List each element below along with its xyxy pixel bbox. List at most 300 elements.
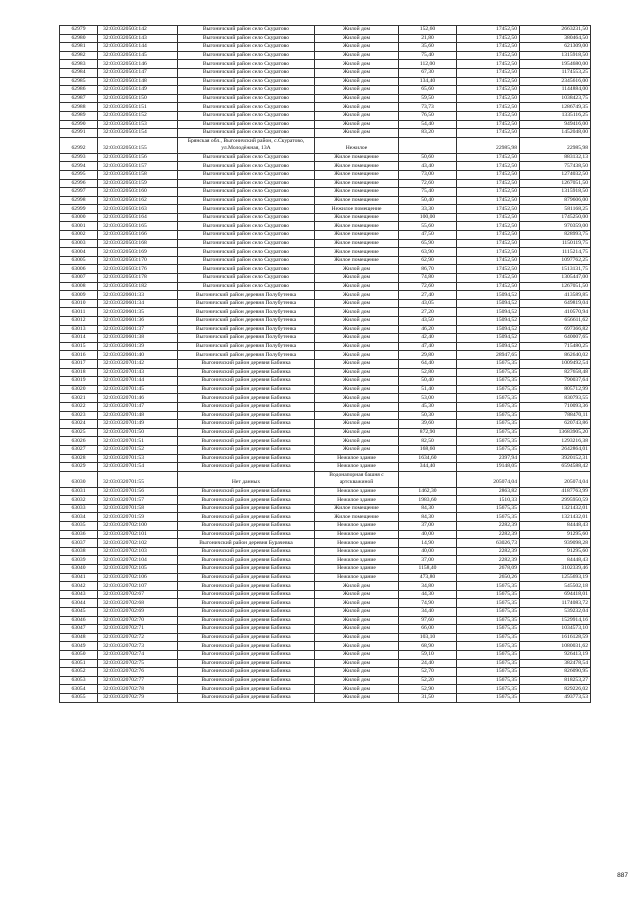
- row-number-cell: 62981: [60, 43, 98, 52]
- cadastral-value-cell: 1305447,00: [520, 274, 591, 283]
- row-number-cell: 62991: [60, 129, 98, 138]
- table-row: [60, 317, 591, 326]
- cadastral-value-cell: 818253,27: [520, 676, 591, 685]
- address-cell: Выгоничский район село Скуратово: [178, 196, 315, 205]
- address-cell: Выгоничский район деревня Полубутенка: [178, 291, 315, 300]
- area-cell: 168,60: [399, 445, 457, 454]
- specific-value-cell: 17452,50: [457, 162, 520, 171]
- object-type-cell: Жилой дом: [315, 265, 399, 274]
- specific-value-cell: 15675,35: [457, 668, 520, 677]
- cadastral-value-cell: 1529914,16: [520, 616, 591, 625]
- area-cell: 43,40: [399, 162, 457, 171]
- row-number-cell: 62995: [60, 170, 98, 179]
- address-cell: Выгоничский район деревня Бабинка: [178, 676, 315, 685]
- area-cell: 72,60: [399, 179, 457, 188]
- table-row: [60, 659, 591, 668]
- cadastral-value-cell: 581168,25: [520, 205, 591, 214]
- address-cell: Выгоничский район деревня Полубутенка: [178, 299, 315, 308]
- cadastral-value-cell: 413589,85: [520, 291, 591, 300]
- cadastral-number-cell: 32:03:0320503:162: [98, 196, 178, 205]
- address-cell: Выгоничский район деревня Бабинка: [178, 504, 315, 513]
- area-cell: 97,60: [399, 616, 457, 625]
- cadastral-number-cell: 32:03:0320503:163: [98, 205, 178, 214]
- address-cell: Выгоничский район деревня Бабинка: [178, 377, 315, 386]
- row-number-cell: 63027: [60, 445, 98, 454]
- cadastral-value-cell: 715480,25: [520, 342, 591, 351]
- row-number-cell: 63021: [60, 394, 98, 403]
- cadastral-number-cell: 32:03:0320702:75: [98, 659, 178, 668]
- specific-value-cell: 15675,35: [457, 394, 520, 403]
- cadastral-number-cell: 32:03:0320702:76: [98, 668, 178, 677]
- object-type-cell: Жилой дом: [315, 342, 399, 351]
- cadastral-value-cell: 829226,02: [520, 685, 591, 694]
- address-cell: Выгоничский район деревня Полубутенка: [178, 325, 315, 334]
- cadastral-number-cell: 32:03:0320701:55: [98, 471, 178, 487]
- area-cell: 1462,30: [399, 487, 457, 496]
- address-cell: Выгоничский район село Скуратово: [178, 111, 315, 120]
- area-cell: 42,40: [399, 334, 457, 343]
- specific-value-cell: 15675,35: [457, 377, 520, 386]
- cadastral-value-cell: 883132,13: [520, 153, 591, 162]
- cadastral-value-cell: 1335116,25: [520, 111, 591, 120]
- row-number-cell: 63043: [60, 590, 98, 599]
- object-type-cell: Жилой дом: [315, 437, 399, 446]
- area-cell: 112,00: [399, 60, 457, 69]
- specific-value-cell: 17452,50: [457, 34, 520, 43]
- row-number-cell: 62984: [60, 68, 98, 77]
- area-cell: 34,40: [399, 608, 457, 617]
- area-cell: 27,20: [399, 308, 457, 317]
- object-type-cell: Жилой дом: [315, 659, 399, 668]
- specific-value-cell: 63026,73: [457, 539, 520, 548]
- object-type-cell: Жилое помещение: [315, 231, 399, 240]
- cadastral-value-cell: 621309,00: [520, 43, 591, 52]
- address-cell: Выгоничский район деревня Полубутенка: [178, 317, 315, 326]
- cadastral-value-cell: 2663231,50: [520, 26, 591, 35]
- cadastral-value-cell: 1255693,19: [520, 573, 591, 582]
- object-type-cell: Водонапорная башня с артскважиной: [315, 471, 399, 487]
- table-row: [60, 26, 591, 35]
- specific-value-cell: 15094,52: [457, 299, 520, 308]
- address-cell: Выгоничский район село Скуратово: [178, 68, 315, 77]
- area-cell: 84,30: [399, 513, 457, 522]
- cadastral-number-cell: 32:03:0320702:70: [98, 616, 178, 625]
- object-type-cell: Нежилое здание: [315, 530, 399, 539]
- area-cell: 52,70: [399, 668, 457, 677]
- cadastral-number-cell: 32:03:0320702:71: [98, 625, 178, 634]
- table-row: [60, 530, 591, 539]
- area-cell: 21,80: [399, 34, 457, 43]
- area-cell: 72,60: [399, 282, 457, 291]
- object-type-cell: Нежилое здание: [315, 565, 399, 574]
- table-row: [60, 153, 591, 162]
- cadastral-value-cell: 84448,43: [520, 522, 591, 531]
- address-cell: Выгоничский район деревня Бабинка: [178, 463, 315, 472]
- cadastral-number-cell: 32:03:0320503:147: [98, 68, 178, 77]
- row-number-cell: 63019: [60, 377, 98, 386]
- cadastral-value-cell: 1452048,00: [520, 129, 591, 138]
- area-cell: 86,70: [399, 265, 457, 274]
- row-number-cell: 63013: [60, 325, 98, 334]
- specific-value-cell: 15094,52: [457, 342, 520, 351]
- specific-value-cell: 2282,39: [457, 522, 520, 531]
- specific-value-cell: 15675,35: [457, 385, 520, 394]
- row-number-cell: 63024: [60, 420, 98, 429]
- row-number-cell: 62989: [60, 111, 98, 120]
- address-cell: Выгоничский район деревня Бабинка: [178, 659, 315, 668]
- cadastral-value-cell: 970359,00: [520, 222, 591, 231]
- specific-value-cell: 17452,50: [457, 265, 520, 274]
- cadastral-number-cell: 32:03:0320503:158: [98, 170, 178, 179]
- specific-value-cell: 15094,52: [457, 325, 520, 334]
- cadastral-value-cell: 84448,43: [520, 556, 591, 565]
- object-type-cell: Жилое помещение: [315, 188, 399, 197]
- row-number-cell: 63002: [60, 231, 98, 240]
- area-cell: 46,20: [399, 325, 457, 334]
- cadastral-value-cell: 640007,65: [520, 334, 591, 343]
- address-cell: Выгоничский район село Скуратово: [178, 239, 315, 248]
- row-number-cell: 63006: [60, 265, 98, 274]
- address-cell: Выгоничский район деревня Бурачевка: [178, 539, 315, 548]
- table-row: [60, 437, 591, 446]
- specific-value-cell: 2282,39: [457, 530, 520, 539]
- area-cell: 31,50: [399, 693, 457, 702]
- object-type-cell: Жилой дом: [315, 368, 399, 377]
- area-cell: 53,00: [399, 394, 457, 403]
- address-cell: Выгоничский район деревня Бабинка: [178, 693, 315, 702]
- table-row: [60, 137, 591, 153]
- area-cell: 37,00: [399, 556, 457, 565]
- cadastral-number-cell: 32:03:0320503:142: [98, 26, 178, 35]
- cadastral-value-cell: 1115214,75: [520, 248, 591, 257]
- object-type-cell: Жилой дом: [315, 43, 399, 52]
- area-cell: 27,40: [399, 291, 457, 300]
- address-cell: Выгоничский район деревня Бабинка: [178, 359, 315, 368]
- specific-value-cell: 15675,35: [457, 445, 520, 454]
- cadastral-value-cell: 757438,50: [520, 162, 591, 171]
- area-cell: 44,30: [399, 590, 457, 599]
- table-row: [60, 34, 591, 43]
- cadastral-value-cell: 828993,75: [520, 231, 591, 240]
- object-type-cell: Жилой дом: [315, 590, 399, 599]
- specific-value-cell: 17452,50: [457, 120, 520, 129]
- area-cell: 74,80: [399, 274, 457, 283]
- address-cell: Выгоничский район деревня Бабинка: [178, 582, 315, 591]
- cadastral-number-cell: 32:03:0320701:47: [98, 402, 178, 411]
- row-number-cell: 63031: [60, 487, 98, 496]
- row-number-cell: 63042: [60, 582, 98, 591]
- cadastral-number-cell: 32:03:0320503:150: [98, 94, 178, 103]
- cadastral-number-cell: 32:03:0320503:157: [98, 162, 178, 171]
- cadastral-number-cell: 32:03:0320702:106: [98, 573, 178, 582]
- specific-value-cell: 15094,52: [457, 291, 520, 300]
- table-row: [60, 556, 591, 565]
- specific-value-cell: 17452,50: [457, 256, 520, 265]
- table-row: [60, 693, 591, 702]
- cadastral-value-cell: 1293216,38: [520, 437, 591, 446]
- table-row: [60, 428, 591, 437]
- area-cell: 75,40: [399, 51, 457, 60]
- object-type-cell: Нежилое здание: [315, 454, 399, 463]
- object-type-cell: Жилой дом: [315, 616, 399, 625]
- specific-value-cell: 17452,50: [457, 129, 520, 138]
- table-row: [60, 248, 591, 257]
- object-type-cell: Жилой дом: [315, 668, 399, 677]
- row-number-cell: 63022: [60, 402, 98, 411]
- row-number-cell: 63040: [60, 565, 98, 574]
- table-row: [60, 463, 591, 472]
- area-cell: 65,60: [399, 86, 457, 95]
- address-cell: Выгоничский район деревня Бабинка: [178, 368, 315, 377]
- specific-value-cell: 15675,35: [457, 650, 520, 659]
- cadastral-number-cell: 32:03:0320702:77: [98, 676, 178, 685]
- table-row: [60, 231, 591, 240]
- object-type-cell: Жилой дом: [315, 428, 399, 437]
- row-number-cell: 63039: [60, 556, 98, 565]
- table-row: [60, 385, 591, 394]
- cadastral-value-cell: 830793,55: [520, 394, 591, 403]
- cadastral-number-cell: 32:03:0320702:105: [98, 565, 178, 574]
- cadastral-number-cell: 32:03:0320503:153: [98, 120, 178, 129]
- cadastral-value-cell: 205074,04: [520, 471, 591, 487]
- specific-value-cell: 17452,50: [457, 60, 520, 69]
- object-type-cell: Жилой дом: [315, 582, 399, 591]
- cadastral-number-cell: 32:03:0320702:74: [98, 650, 178, 659]
- table-row: [60, 170, 591, 179]
- cadastral-value-cell: 620743,86: [520, 420, 591, 429]
- specific-value-cell: 17452,50: [457, 77, 520, 86]
- area-cell: 74,90: [399, 599, 457, 608]
- specific-value-cell: 17452,50: [457, 43, 520, 52]
- table-row: [60, 539, 591, 548]
- row-number-cell: 62988: [60, 103, 98, 112]
- cadastral-number-cell: 32:03:0320701:58: [98, 504, 178, 513]
- cadastral-number-cell: 32:03:0320601:33: [98, 291, 178, 300]
- object-type-cell: Жилой дом: [315, 351, 399, 360]
- address-cell: Выгоничский район село Скуратово: [178, 274, 315, 283]
- specific-value-cell: 17452,50: [457, 170, 520, 179]
- table-row: [60, 334, 591, 343]
- area-cell: 872,90: [399, 428, 457, 437]
- row-number-cell: 63033: [60, 504, 98, 513]
- specific-value-cell: 15675,35: [457, 437, 520, 446]
- specific-value-cell: 17452,50: [457, 26, 520, 35]
- specific-value-cell: 15675,35: [457, 633, 520, 642]
- cadastral-number-cell: 32:03:0320503:151: [98, 103, 178, 112]
- row-number-cell: 63010: [60, 299, 98, 308]
- row-number-cell: 63004: [60, 248, 98, 257]
- cadastral-number-cell: 32:03:0320702:78: [98, 685, 178, 694]
- specific-value-cell: 2282,39: [457, 547, 520, 556]
- row-number-cell: 63034: [60, 513, 98, 522]
- specific-value-cell: 17452,50: [457, 231, 520, 240]
- row-number-cell: 63048: [60, 633, 98, 642]
- cadastral-value-cell: 3102339,46: [520, 565, 591, 574]
- cadastral-number-cell: 32:03:0320601:40: [98, 351, 178, 360]
- address-cell: Выгоничский район село Скуратово: [178, 103, 315, 112]
- address-cell: Выгоничский район деревня Бабинка: [178, 599, 315, 608]
- row-number-cell: 62998: [60, 196, 98, 205]
- page-number: 887: [617, 872, 628, 879]
- row-number-cell: 62983: [60, 60, 98, 69]
- row-number-cell: 63054: [60, 685, 98, 694]
- table-row: [60, 487, 591, 496]
- cadastral-value-cell: 1034573,10: [520, 625, 591, 634]
- cadastral-value-cell: 790037,64: [520, 377, 591, 386]
- cadastral-value-cell: 410570,94: [520, 308, 591, 317]
- cadastral-value-cell: 697366,82: [520, 325, 591, 334]
- object-type-cell: Нежилое здание: [315, 556, 399, 565]
- address-cell: Выгоничский район деревня Бабинка: [178, 685, 315, 694]
- object-type-cell: Жилой дом: [315, 625, 399, 634]
- object-type-cell: Жилое помещение: [315, 213, 399, 222]
- object-type-cell: Жилое помещение: [315, 504, 399, 513]
- cadastral-number-cell: 32:03:0320701:52: [98, 445, 178, 454]
- specific-value-cell: 15094,52: [457, 317, 520, 326]
- cadastral-value-cell: 1267051,50: [520, 282, 591, 291]
- cadastral-value-cell: 493773,53: [520, 693, 591, 702]
- object-type-cell: Жилое помещение: [315, 170, 399, 179]
- cadastral-number-cell: 32:03:0320701:42: [98, 359, 178, 368]
- address-cell: Выгоничский район село Скуратово: [178, 120, 315, 129]
- address-cell: Выгоничский район деревня Бабинка: [178, 496, 315, 505]
- cadastral-value-cell: 1513131,75: [520, 265, 591, 274]
- address-cell: Выгоничский район село Скуратово: [178, 188, 315, 197]
- address-cell: Выгоничский район село Скуратово: [178, 77, 315, 86]
- address-cell: Выгоничский район село Скуратово: [178, 213, 315, 222]
- cadastral-number-cell: 32:03:0320503:160: [98, 188, 178, 197]
- address-cell: Выгоничский район деревня Бабинка: [178, 590, 315, 599]
- object-type-cell: Жилой дом: [315, 394, 399, 403]
- row-number-cell: 63049: [60, 642, 98, 651]
- cadastral-number-cell: 32:03:0320601:39: [98, 342, 178, 351]
- object-type-cell: Жилой дом: [315, 68, 399, 77]
- cadastral-value-cell: 1097762,25: [520, 256, 591, 265]
- table-row: [60, 616, 591, 625]
- object-type-cell: Жилой дом: [315, 411, 399, 420]
- cadastral-number-cell: 32:03:0320601:35: [98, 308, 178, 317]
- object-type-cell: Жилой дом: [315, 599, 399, 608]
- address-cell: Выгоничский район деревня Бабинка: [178, 411, 315, 420]
- specific-value-cell: 17452,50: [457, 282, 520, 291]
- address-cell: Выгоничский район село Скуратово: [178, 26, 315, 35]
- address-cell: Выгоничский район деревня Бабинка: [178, 650, 315, 659]
- cadastral-value-cell: 545502,18: [520, 582, 591, 591]
- area-cell: 83,20: [399, 129, 457, 138]
- address-cell: Выгоничский район деревня Бабинка: [178, 428, 315, 437]
- specific-value-cell: 15675,35: [457, 599, 520, 608]
- cadastral-value-cell: 1321432,01: [520, 504, 591, 513]
- object-type-cell: Жилой дом: [315, 60, 399, 69]
- cadastral-number-cell: 32:03:0320503:146: [98, 60, 178, 69]
- cadastral-value-cell: 879606,00: [520, 196, 591, 205]
- specific-value-cell: 15675,35: [457, 359, 520, 368]
- cadastral-value-cell: 862640,02: [520, 351, 591, 360]
- row-number-cell: 63051: [60, 659, 98, 668]
- row-number-cell: 63000: [60, 213, 98, 222]
- row-number-cell: 63044: [60, 599, 98, 608]
- specific-value-cell: 17452,50: [457, 153, 520, 162]
- row-number-cell: 63008: [60, 282, 98, 291]
- table-row: [60, 291, 591, 300]
- object-type-cell: Жилой дом: [315, 377, 399, 386]
- table-row: [60, 685, 591, 694]
- object-type-cell: Жилой дом: [315, 402, 399, 411]
- specific-value-cell: 15675,35: [457, 685, 520, 694]
- row-number-cell: 62990: [60, 120, 98, 129]
- object-type-cell: Жилой дом: [315, 34, 399, 43]
- area-cell: 50,40: [399, 377, 457, 386]
- object-type-cell: Нежилое здание: [315, 573, 399, 582]
- table-row: [60, 188, 591, 197]
- cadastral-number-cell: 32:03:0320702:103: [98, 547, 178, 556]
- cadastral-value-cell: 539232,04: [520, 608, 591, 617]
- table-row: [60, 282, 591, 291]
- area-cell: 152,60: [399, 26, 457, 35]
- area-cell: 64,40: [399, 359, 457, 368]
- table-row: [60, 590, 591, 599]
- area-cell: 66,00: [399, 625, 457, 634]
- table-row: [60, 454, 591, 463]
- cadastral-value-cell: 2995950,59: [520, 496, 591, 505]
- address-cell: Выгоничский район деревня Бабинка: [178, 437, 315, 446]
- area-cell: 43,50: [399, 317, 457, 326]
- area-cell: 40,00: [399, 530, 457, 539]
- cadastral-number-cell: 32:03:0320701:45: [98, 385, 178, 394]
- cadastral-number-cell: 32:03:0320701:49: [98, 420, 178, 429]
- cadastral-value-cell: 1174083,72: [520, 599, 591, 608]
- table-row: [60, 471, 591, 487]
- object-type-cell: Нежилое здание: [315, 496, 399, 505]
- cadastral-value-cell: 949416,00: [520, 120, 591, 129]
- object-type-cell: Жилой дом: [315, 120, 399, 129]
- table-row: [60, 625, 591, 634]
- area-cell: 43,05: [399, 299, 457, 308]
- object-type-cell: Жилой дом: [315, 685, 399, 694]
- cadastral-number-cell: 32:03:0320601:34: [98, 299, 178, 308]
- specific-value-cell: 17452,50: [457, 196, 520, 205]
- row-number-cell: 62980: [60, 34, 98, 43]
- cadastral-value-cell: 380464,50: [520, 34, 591, 43]
- specific-value-cell: 2282,39: [457, 556, 520, 565]
- table-row: [60, 608, 591, 617]
- address-cell: Выгоничский район деревня Бабинка: [178, 668, 315, 677]
- cadastral-value-cell: 827658,48: [520, 368, 591, 377]
- area-cell: 47,50: [399, 231, 457, 240]
- area-cell: 52,20: [399, 676, 457, 685]
- row-number-cell: 63014: [60, 334, 98, 343]
- specific-value-cell: 28947,65: [457, 351, 520, 360]
- object-type-cell: Жилой дом: [315, 642, 399, 651]
- address-cell: Выгоничский район село Скуратово: [178, 43, 315, 52]
- row-number-cell: 63028: [60, 454, 98, 463]
- area-cell: 63,90: [399, 248, 457, 257]
- cadastral-number-cell: 32:03:0320601:36: [98, 317, 178, 326]
- address-cell: Выгоничский район деревня Бабинка: [178, 385, 315, 394]
- row-number-cell: 63026: [60, 437, 98, 446]
- area-cell: 14,90: [399, 539, 457, 548]
- cadastral-number-cell: 32:03:0320503:176: [98, 265, 178, 274]
- row-number-cell: 63001: [60, 222, 98, 231]
- object-type-cell: Жилой дом: [315, 693, 399, 702]
- table-row: [60, 162, 591, 171]
- table-row: [60, 299, 591, 308]
- specific-value-cell: 15094,52: [457, 308, 520, 317]
- specific-value-cell: 17452,50: [457, 274, 520, 283]
- table-row: [60, 239, 591, 248]
- table-row: [60, 103, 591, 112]
- area-cell: 35,60: [399, 43, 457, 52]
